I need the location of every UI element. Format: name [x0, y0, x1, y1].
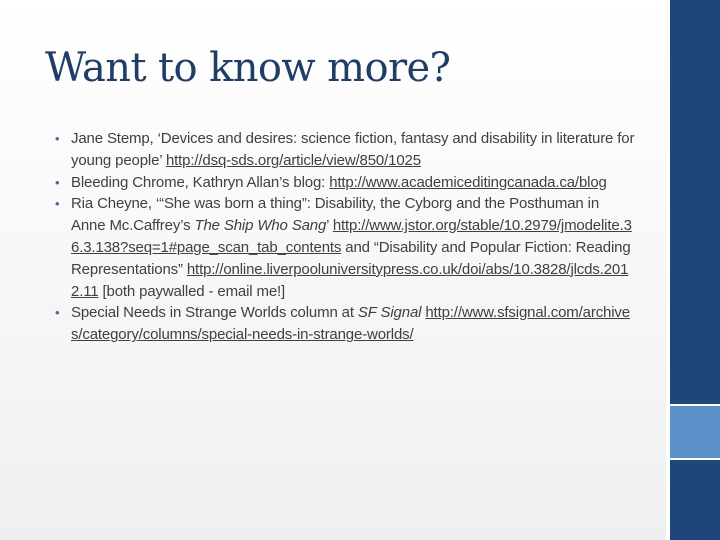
list-item	[55, 302, 635, 346]
item-text: [both paywalled - email me!]	[98, 282, 286, 300]
sidebar-block-bottom	[670, 460, 720, 540]
reference-link[interactable]: http://online.liverpooluniversitypress.co.uk/doi/abs/10.3828/jlcds.2012.11	[71, 260, 629, 300]
item-text: ’	[326, 217, 333, 235]
item-text: Jane Stemp, ‘Devices and desires: science fiction, fantasy and disability in literature for young people’	[71, 130, 635, 169]
reference-link[interactable]: http://www.sfsignal.com/archives/category/columns/special-needs-in-strange-worlds/	[71, 304, 630, 344]
bullet-icon: •	[55, 305, 60, 321]
bullet-icon: •	[55, 131, 60, 146]
list-item	[55, 193, 635, 302]
slide-title: Want to know more?	[45, 45, 451, 91]
item-text: and “Disability and Popular Fiction: Reading Representations”	[71, 238, 631, 278]
list-item	[55, 128, 635, 172]
reference-link[interactable]: http://www.jstor.org/stable/10.2979/jmodelite.36.3.138?seq=1#page_scan_tab_contents	[71, 217, 632, 256]
bullet-icon: •	[55, 196, 60, 212]
sidebar-block-top	[670, 0, 720, 404]
sidebar-block-middle	[670, 406, 720, 458]
list-item	[55, 172, 635, 194]
item-text: Bleeding Chrome, Kathryn Allan’s blog:	[71, 173, 330, 191]
reference-link[interactable]: http://dsq-sds.org/article/view/850/1025	[165, 151, 421, 169]
bullet-icon: •	[55, 174, 60, 190]
bullet-list	[55, 128, 635, 346]
book-title: The Ship Who Sang	[194, 217, 327, 235]
item-text: Special Needs in Strange Worlds column at	[71, 304, 358, 322]
column-title: SF Signal	[357, 304, 422, 322]
item-text: Ria Cheyne, ‘“She was born a thing”: Disability, the Cyborg and the Posthuman in Anne Mc.Caffrey’s	[71, 195, 600, 235]
reference-link[interactable]: http://www.academiceditingcanada.ca/blog	[329, 173, 607, 191]
